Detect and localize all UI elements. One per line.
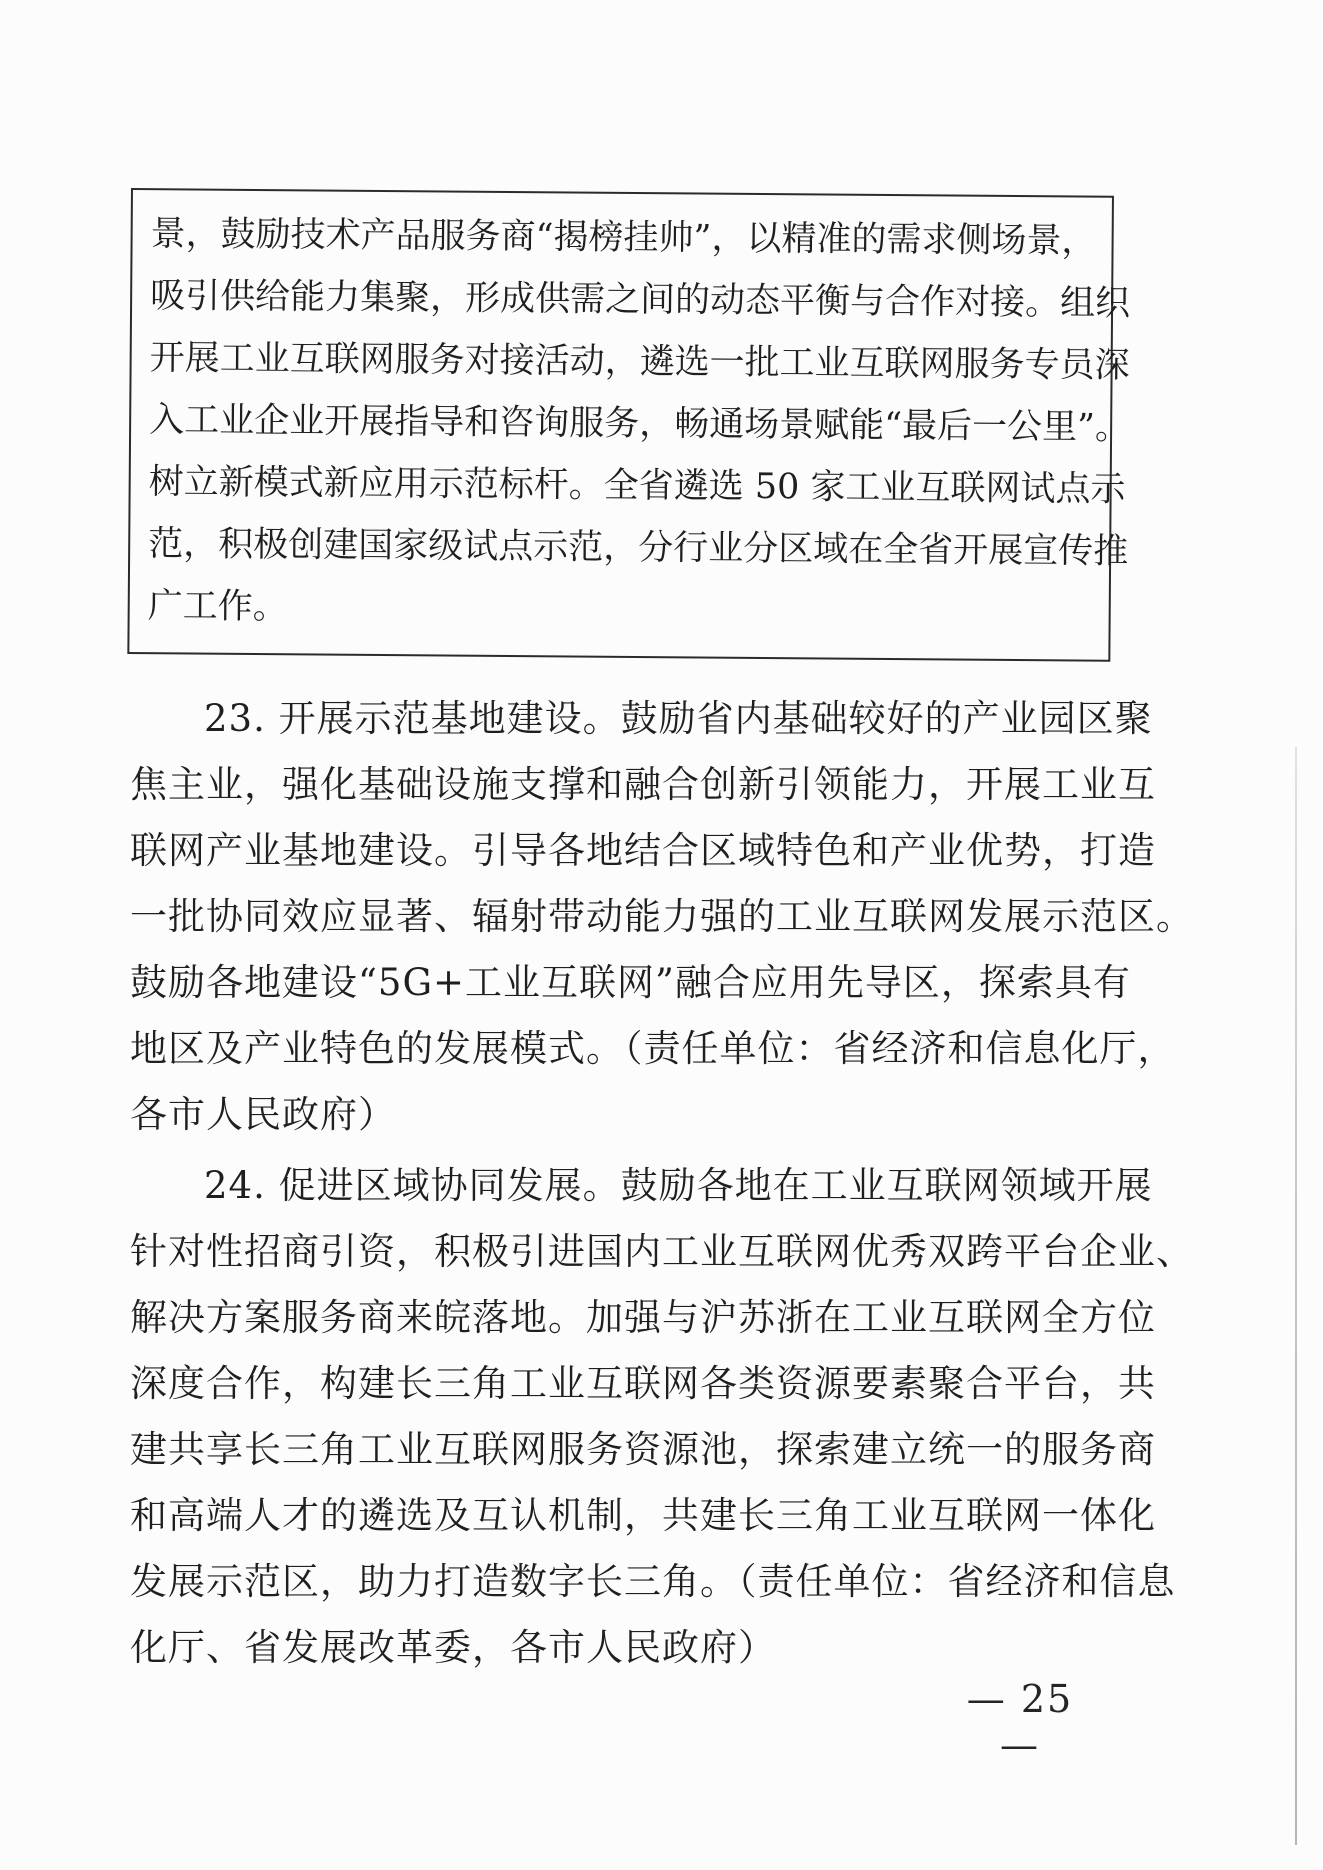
paragraph-23-line-1: 23. 开展示范基地建设。鼓励省内基础较好的产业园区聚 (204, 697, 1153, 740)
boxed-line-6: 范，积极创建国家级试点示范，分行业分区域在全省开展宣传推 (148, 524, 1129, 572)
boxed-line-1: 景，鼓励技术产品服务商“揭榜挂帅”，以精准的需求侧场景， (150, 214, 1097, 262)
body-text (130, 686, 1194, 1681)
paragraph-24-line-3: 解决方案服务商来皖落地。加强与沪苏浙在工业互联网全方位 (130, 1296, 1156, 1339)
paragraph-23-line-5: 鼓励各地建设“5G+工业互联网”融合应用先导区，探索具有 (130, 961, 1131, 1004)
page-number: — 25 — (966, 1677, 1074, 1767)
paragraph-23-line-4: 一批协同效应显著、辐射带动能力强的工业互联网发展示范区。 (130, 895, 1194, 938)
boxed-paragraph (127, 188, 1131, 662)
paragraph-24 (130, 1153, 1194, 1681)
boxed-line-2: 吸引供给能力集聚，形成供需之间的动态平衡与合作对接。组织 (149, 276, 1131, 324)
paragraph-24-line-2: 针对性招商引资，积极引进国内工业互联网优秀双跨平台企业、 (130, 1230, 1194, 1273)
paragraph-24-line-8: 化厅、省发展改革委，各市人民政府） (130, 1626, 776, 1669)
paragraph-24-line-6: 和高端人才的遴选及互认机制，共建长三角工业互联网一体化 (130, 1494, 1156, 1537)
boxed-line-5: 树立新模式新应用示范标杆。全省遴选 50 家工业互联网试点示 (148, 462, 1126, 510)
paragraph-23-line-7: 各市人民政府） (130, 1093, 396, 1136)
boxed-line-7: 广工作。 (147, 586, 288, 628)
paragraph-23-line-6: 地区及产业特色的发展模式。（责任单位：省经济和信息化厅， (130, 1027, 1176, 1070)
paragraph-24-line-1: 24. 促进区域协同发展。鼓励各地在工业互联网领域开展 (204, 1164, 1153, 1207)
paragraph-24-line-4: 深度合作，构建长三角工业互联网各类资源要素聚合平台，共 (130, 1362, 1156, 1405)
boxed-line-3: 开展工业互联网服务对接活动，遴选一批工业互联网服务专员深 (149, 338, 1130, 386)
boxed-line-4: 入工业企业开展指导和咨询服务，畅通场景赋能“最后一公里”。 (149, 400, 1131, 448)
paragraph-24-line-5: 建共享长三角工业互联网服务资源池，探索建立统一的服务商 (130, 1428, 1156, 1471)
paragraph-23-line-3: 联网产业基地建设。引导各地结合区域特色和产业优势，打造 (130, 829, 1156, 872)
paragraph-23-line-2: 焦主业，强化基础设施支撑和融合创新引领能力，开展工业互 (130, 763, 1156, 806)
paragraph-23 (130, 686, 1194, 1148)
paragraph-24-line-7: 发展示范区，助力打造数字长三角。（责任单位：省经济和信息 (130, 1560, 1176, 1603)
scan-artifact-line (1295, 747, 1297, 1845)
